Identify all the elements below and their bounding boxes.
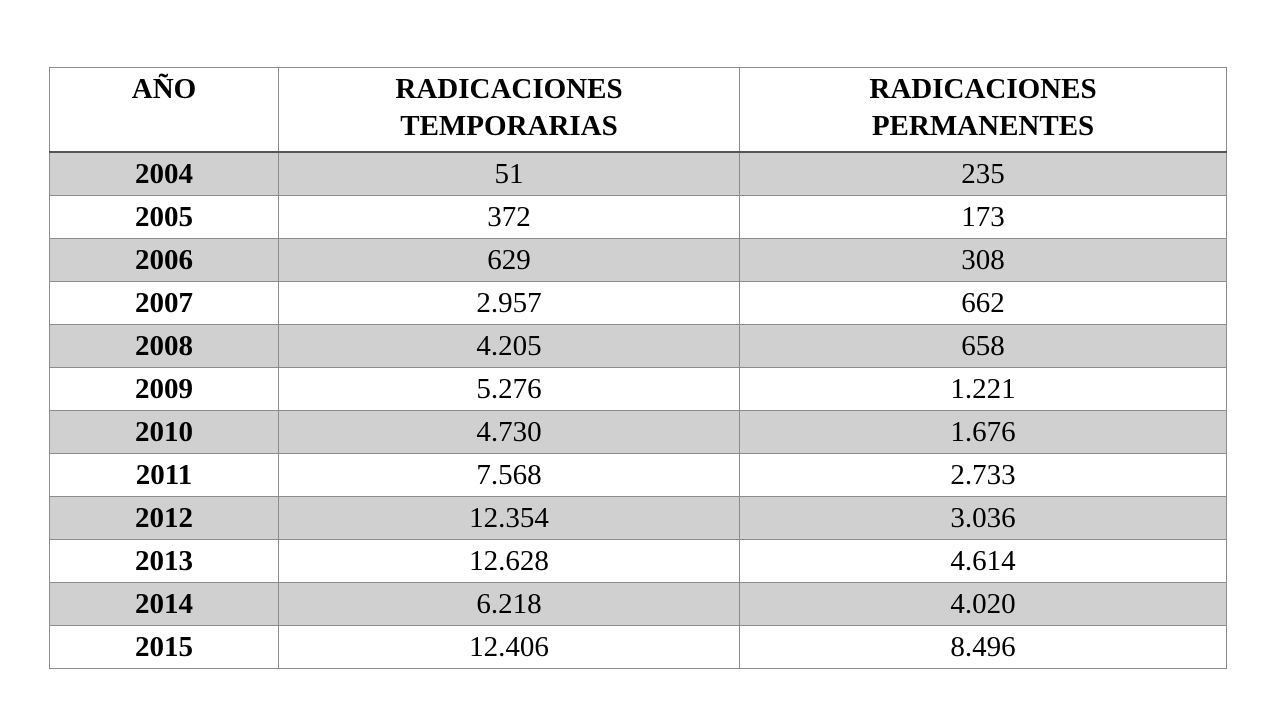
- permanentes-cell: 3.036: [740, 496, 1227, 539]
- header-year: [50, 68, 279, 152]
- table-body: [50, 152, 1227, 669]
- table-row: [50, 539, 1227, 582]
- permanentes-cell: 4.020: [740, 582, 1227, 625]
- header-permanentes: [740, 68, 1227, 152]
- year-cell: 2005: [50, 195, 279, 238]
- year-cell: 2004: [50, 152, 279, 196]
- year-cell: 2006: [50, 238, 279, 281]
- permanentes-cell: 308: [740, 238, 1227, 281]
- temporarias-cell: 4.730: [279, 410, 740, 453]
- permanentes-cell: 2.733: [740, 453, 1227, 496]
- temporarias-cell: 12.628: [279, 539, 740, 582]
- table-row: [50, 410, 1227, 453]
- year-cell: 2009: [50, 367, 279, 410]
- header-temporarias: [279, 68, 740, 152]
- temporarias-cell: 5.276: [279, 367, 740, 410]
- table-header: [50, 68, 1227, 152]
- permanentes-cell: 1.676: [740, 410, 1227, 453]
- permanentes-cell: 173: [740, 195, 1227, 238]
- permanentes-cell: 235: [740, 152, 1227, 196]
- year-cell: 2014: [50, 582, 279, 625]
- temporarias-cell: 6.218: [279, 582, 740, 625]
- table-row: [50, 625, 1227, 668]
- temporarias-cell: 7.568: [279, 453, 740, 496]
- year-cell: 2013: [50, 539, 279, 582]
- permanentes-cell: 8.496: [740, 625, 1227, 668]
- temporarias-cell: 2.957: [279, 281, 740, 324]
- temporarias-cell: 51: [279, 152, 740, 196]
- year-cell: 2015: [50, 625, 279, 668]
- header-row: [50, 68, 1227, 152]
- table-row: [50, 582, 1227, 625]
- header-year-label: AÑO: [131, 73, 197, 105]
- table-row: [50, 324, 1227, 367]
- temporarias-cell: 4.205: [279, 324, 740, 367]
- year-cell: 2008: [50, 324, 279, 367]
- permanentes-cell: 4.614: [740, 539, 1227, 582]
- radicaciones-table: [49, 67, 1227, 669]
- year-cell: 2010: [50, 410, 279, 453]
- table-row: [50, 281, 1227, 324]
- permanentes-cell: 662: [740, 281, 1227, 324]
- table-row: [50, 238, 1227, 281]
- temporarias-cell: 12.406: [279, 625, 740, 668]
- temporarias-cell: 629: [279, 238, 740, 281]
- year-cell: 2007: [50, 281, 279, 324]
- year-cell: 2011: [50, 453, 279, 496]
- table-row: [50, 152, 1227, 196]
- table-row: [50, 496, 1227, 539]
- header-temporarias-line1: RADICACIONES: [395, 73, 623, 105]
- header-temporarias-line2: TEMPORARIAS: [400, 110, 618, 142]
- table-row: [50, 195, 1227, 238]
- temporarias-cell: 372: [279, 195, 740, 238]
- table-row: [50, 453, 1227, 496]
- table-row: [50, 367, 1227, 410]
- header-permanentes-line1: RADICACIONES: [869, 73, 1097, 105]
- permanentes-cell: 1.221: [740, 367, 1227, 410]
- header-permanentes-line2: PERMANENTES: [871, 110, 1095, 142]
- year-cell: 2012: [50, 496, 279, 539]
- permanentes-cell: 658: [740, 324, 1227, 367]
- temporarias-cell: 12.354: [279, 496, 740, 539]
